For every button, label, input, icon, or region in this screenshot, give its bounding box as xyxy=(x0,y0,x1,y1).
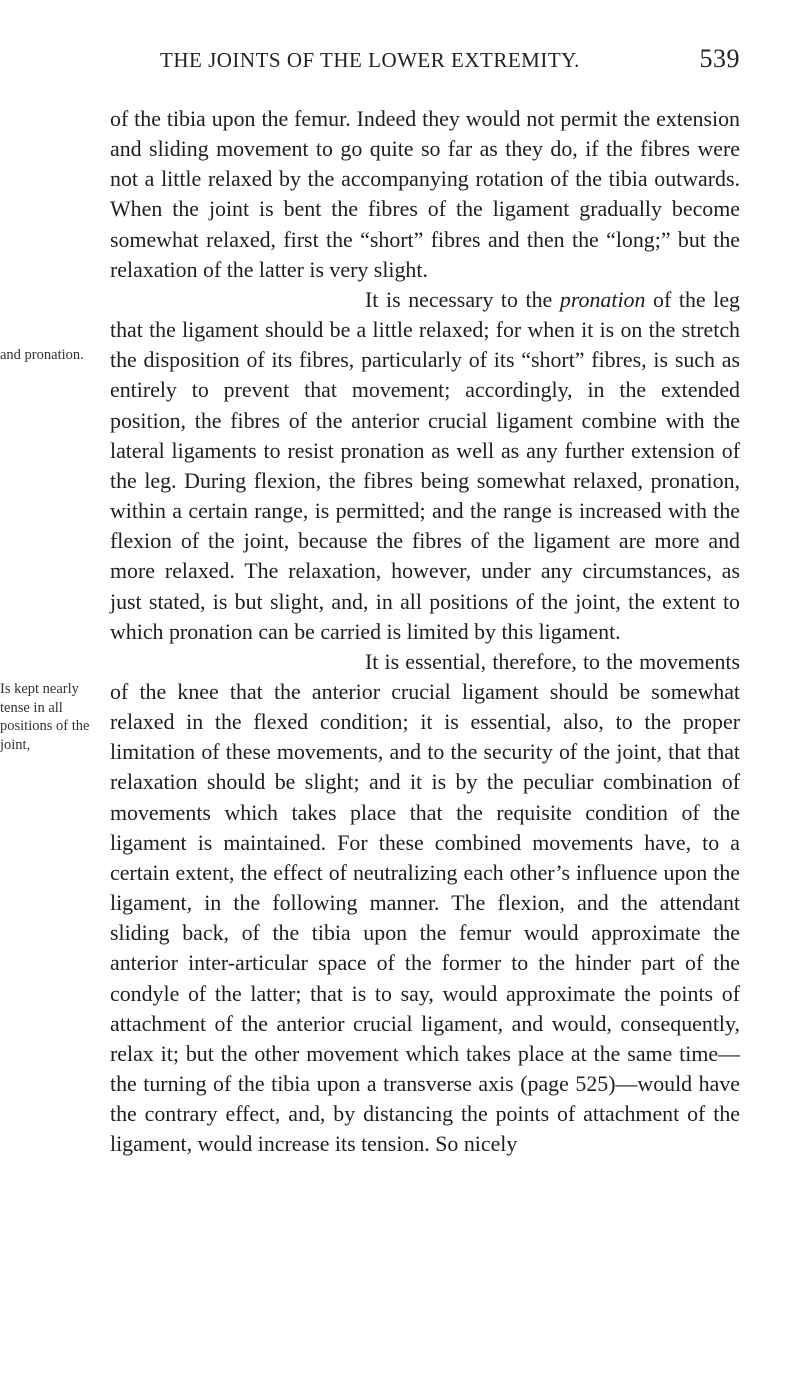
paragraph-1-text: of the tibia upon the femur. Indeed they would not permit the extension and sliding movement to go quite so far as they do, if the fibres were not a little relaxed by the accompanying rotation of the tibia outwards. When the joint is bent the fibres of the ligament gradually become somewhat relaxed, first the “short” fibres and then the “long;” but the relaxation of the latter is very slight. xyxy=(110,106,740,282)
running-header xyxy=(110,44,740,78)
margin-note-kept-tense: Is kept nearly tense in all positions of the joint, xyxy=(0,681,90,753)
margin-note-pronation: and pronation. xyxy=(0,347,84,363)
header-title: THE JOINTS OF THE LOWER EXTREMITY. xyxy=(160,48,580,72)
body-text xyxy=(110,104,740,1159)
paragraph-2-emphasis: pronation xyxy=(559,286,646,312)
paragraph-2 xyxy=(110,285,740,647)
paragraph-2-text-a: It is necessary to the xyxy=(365,286,560,312)
paragraph-3-text: It is essential, therefore, to the movements of the knee that the anterior crucial ligament should be somewhat relaxed in the flexed condition; it is essential, also, to the proper limitation of these movements, and to the security of the joint, that that relaxation should be slight; and it is by the peculiar combination of movements which takes place that the requisite condition of the ligament is maintained. For these combined movements have, to a certain extent, the effect of neutralizing each other’s influence upon the ligament, in the following manner. The flexion, and the attendant sliding back, of the tibia upon the femur would approximate the anterior inter-articular space of the former to the hinder part of the condyle of the latter; that is to say, would approximate the points of attachment of the anterior crucial ligament, and would, consequently, relax it; but the other movement which takes place at the same time—the turning of the tibia upon a transverse axis (page 525)—would have the contrary effect, and, by distancing the points of attachment of the ligament, would increase its tension. So nicely xyxy=(110,648,740,1157)
paragraph-2-text-b: of the leg that the ligament should be a little relaxed; for when it is on the stretch the disposition of its fibres, particularly of its “short” fibres, is such as entirely to prevent that movement; accordingly, in the extended position, the fibres of the anterior crucial ligament combine with the lateral ligaments to resist pronation as well as any further extension of the leg. During flexion, the fibres being somewhat relaxed, pronation, within a certain range, is permitted; and the range is increased with the flexion of the joint, because the fibres of the ligament are more and more relaxed. The relaxation, however, under any circumstances, as just stated, is but slight, and, in all positions of the joint, the extent to which pronation can be carried is limited by this ligament. xyxy=(110,286,740,644)
paragraph-3 xyxy=(110,647,740,1160)
page-number: 539 xyxy=(699,44,740,73)
paragraph-1 xyxy=(110,104,740,285)
